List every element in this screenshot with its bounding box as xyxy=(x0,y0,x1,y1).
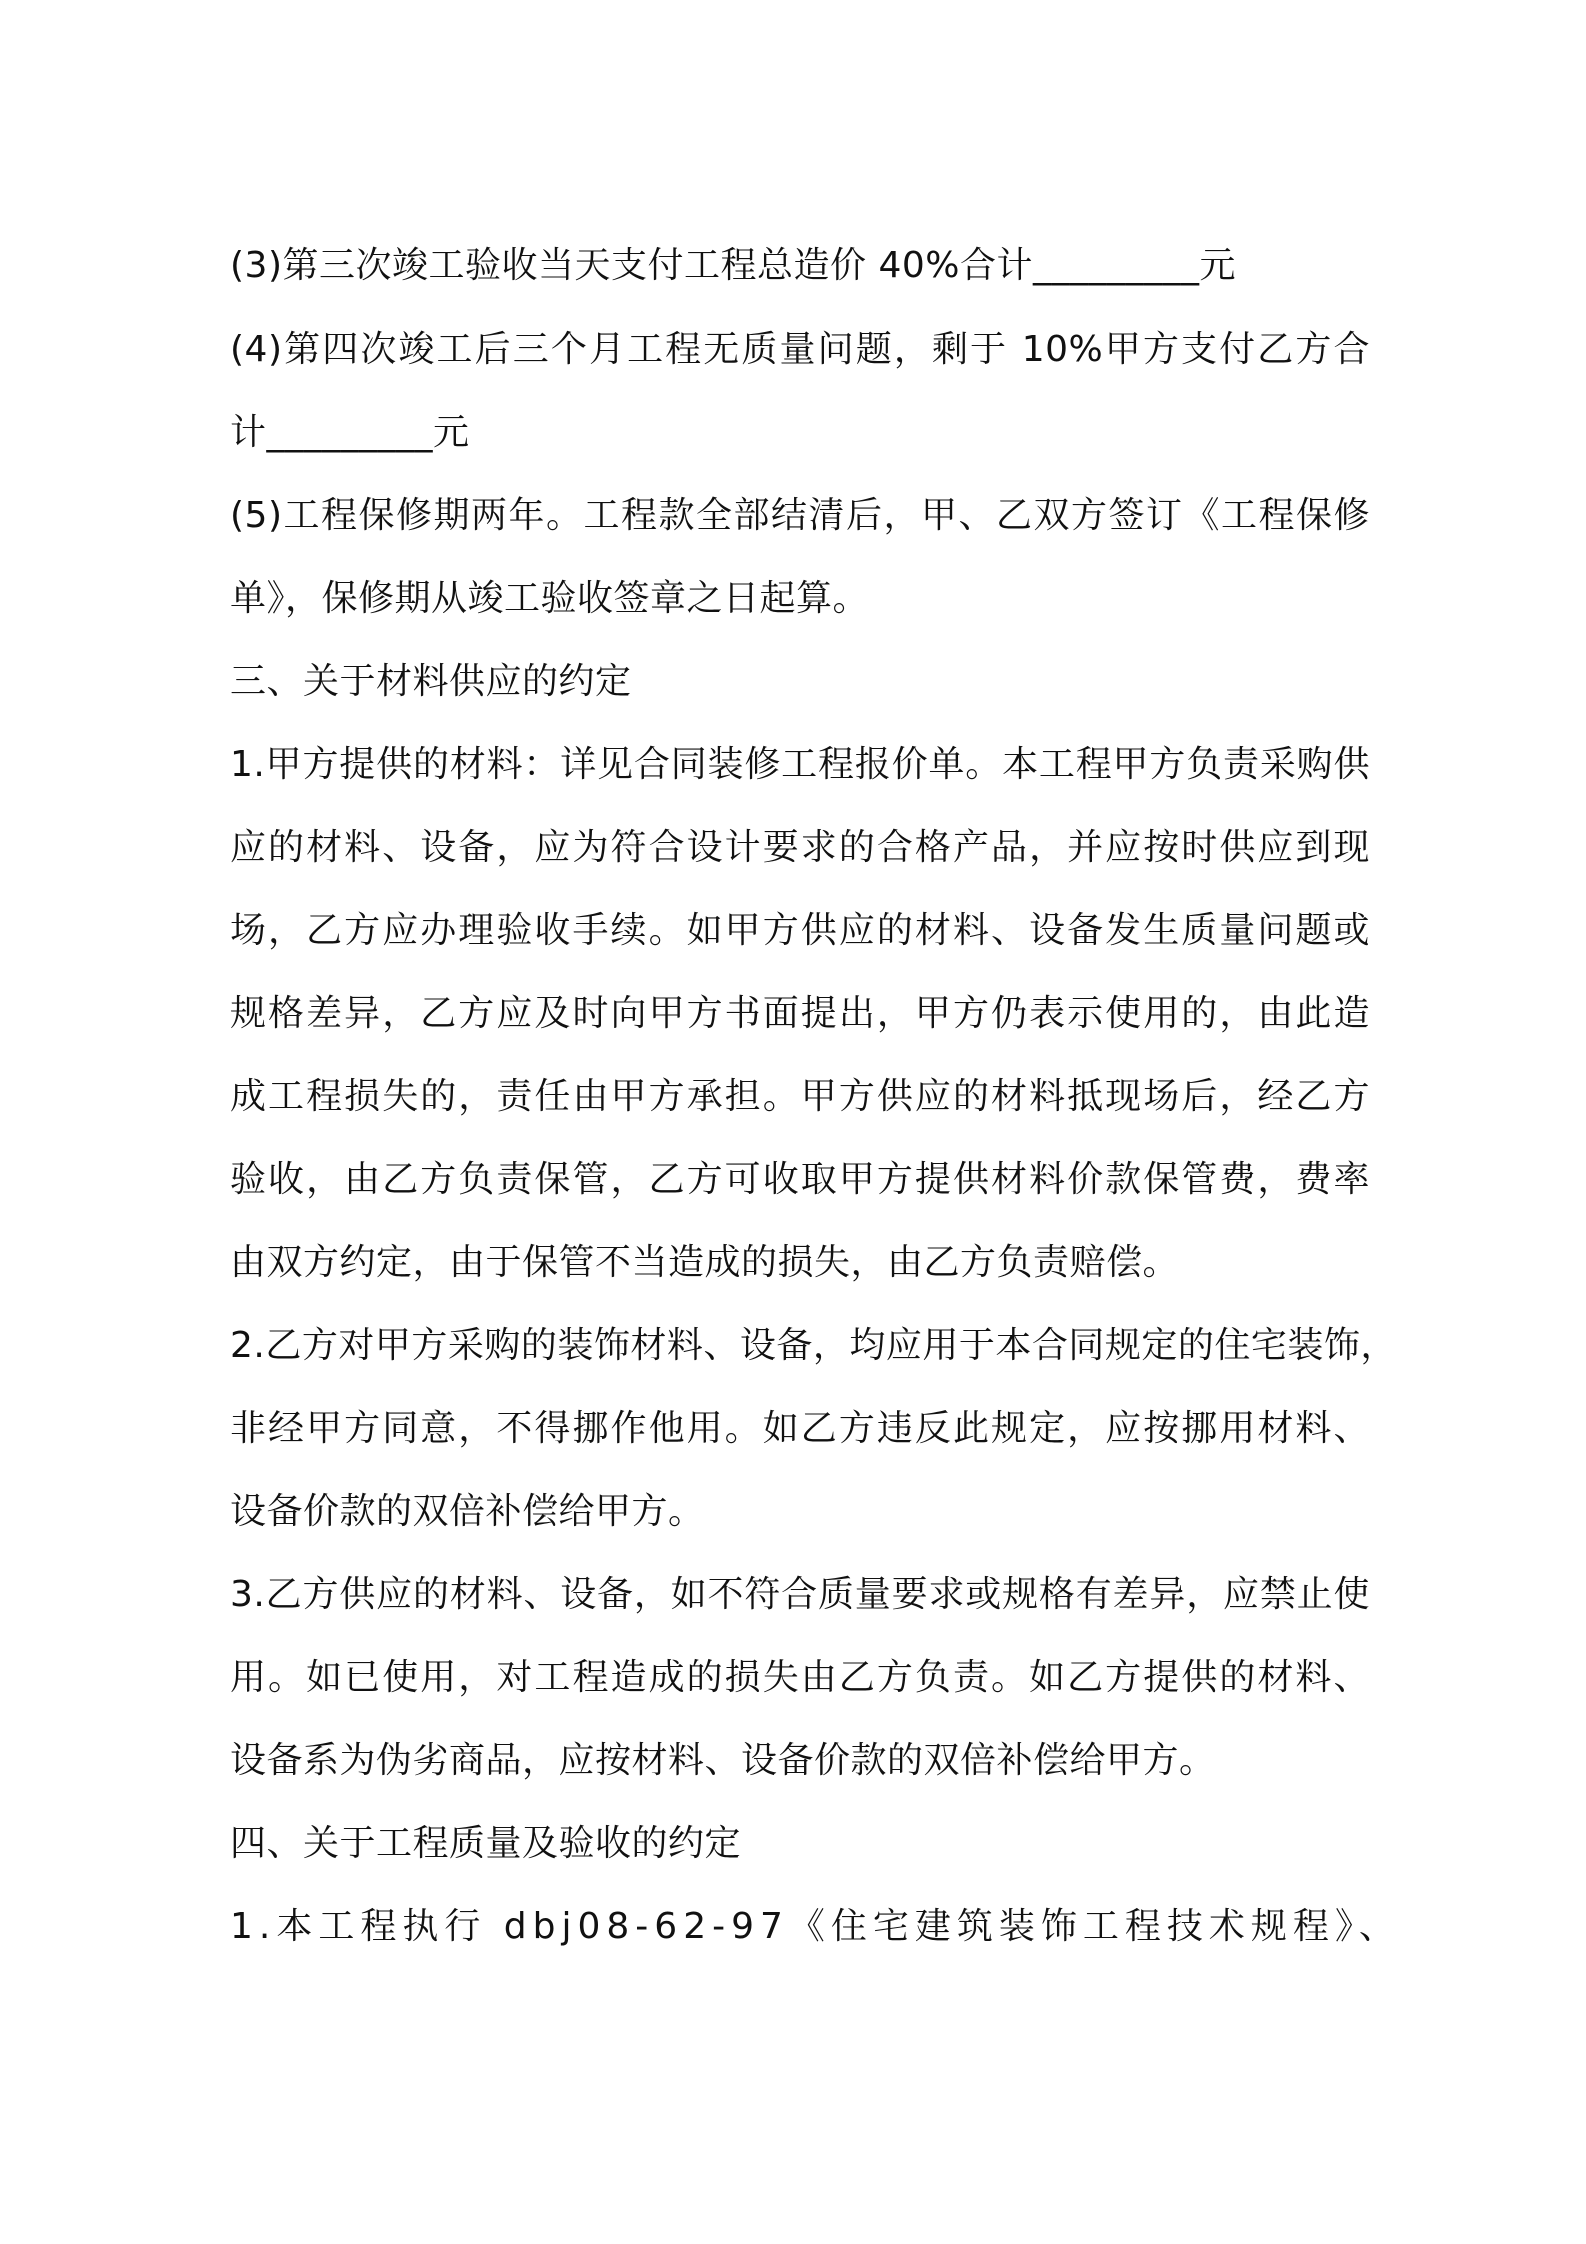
paragraph-line-16: 设备价款的双倍补偿给甲方。 xyxy=(230,1491,705,1532)
paragraph-line-8: 应的材料、设备，应为符合设计要求的合格产品，并应按时供应到现 xyxy=(230,827,1370,868)
paragraph-line-3: 计_________元 xyxy=(230,412,470,453)
paragraph-line-11: 成工程损失的，责任由甲方承担。甲方供应的材料抵现场后，经乙方 xyxy=(230,1076,1370,1117)
paragraph-line-12: 验收，由乙方负责保管，乙方可收取甲方提供材料价款保管费，费率 xyxy=(230,1159,1370,1200)
paragraph-line-10: 规格差异，乙方应及时向甲方书面提出，甲方仍表示使用的，由此造 xyxy=(230,993,1370,1034)
paragraph-line-7: 1.甲方提供的材料：详见合同装修工程报价单。本工程甲方负责采购供 xyxy=(230,744,1370,785)
paragraph-line-5: 单》，保修期从竣工验收签章之日起算。 xyxy=(230,578,870,619)
paragraph-line-15: 非经甲方同意，不得挪作他用。如乙方违反此规定，应按挪用材料、 xyxy=(230,1408,1370,1449)
paragraph-line-9: 场，乙方应办理验收手续。如甲方供应的材料、设备发生质量问题或 xyxy=(230,910,1370,951)
paragraph-line-14: 2.乙方对甲方采购的装饰材料、设备，均应用于本合同规定的住宅装饰， xyxy=(230,1325,1397,1366)
paragraph-line-2: (4)第四次竣工后三个月工程无质量问题，剩于 10%甲方支付乙方合 xyxy=(230,329,1370,370)
paragraph-line-21: 1.本工程执行 dbj08-62-97《住宅建筑装饰工程技术规程》、 xyxy=(230,1906,1401,1947)
paragraph-line-19: 设备系为伪劣商品，应按材料、设备价款的双倍补偿给甲方。 xyxy=(230,1740,1216,1781)
section-heading-3: 三、关于材料供应的约定 xyxy=(230,661,632,702)
paragraph-line-4: (5)工程保修期两年。工程款全部结清后，甲、乙双方签订《工程保修 xyxy=(230,495,1370,536)
paragraph-line-13: 由双方约定，由于保管不当造成的损失，由乙方负责赔偿。 xyxy=(230,1242,1180,1283)
section-heading-4: 四、关于工程质量及验收的约定 xyxy=(230,1823,742,1864)
paragraph-line-17: 3.乙方供应的材料、设备，如不符合质量要求或规格有差异，应禁止使 xyxy=(230,1574,1370,1615)
paragraph-line-1: (3)第三次竣工验收当天支付工程总造价 40%合计_________元 xyxy=(230,245,1236,286)
paragraph-line-18: 用。如已使用，对工程造成的损失由乙方负责。如乙方提供的材料、 xyxy=(230,1657,1370,1698)
